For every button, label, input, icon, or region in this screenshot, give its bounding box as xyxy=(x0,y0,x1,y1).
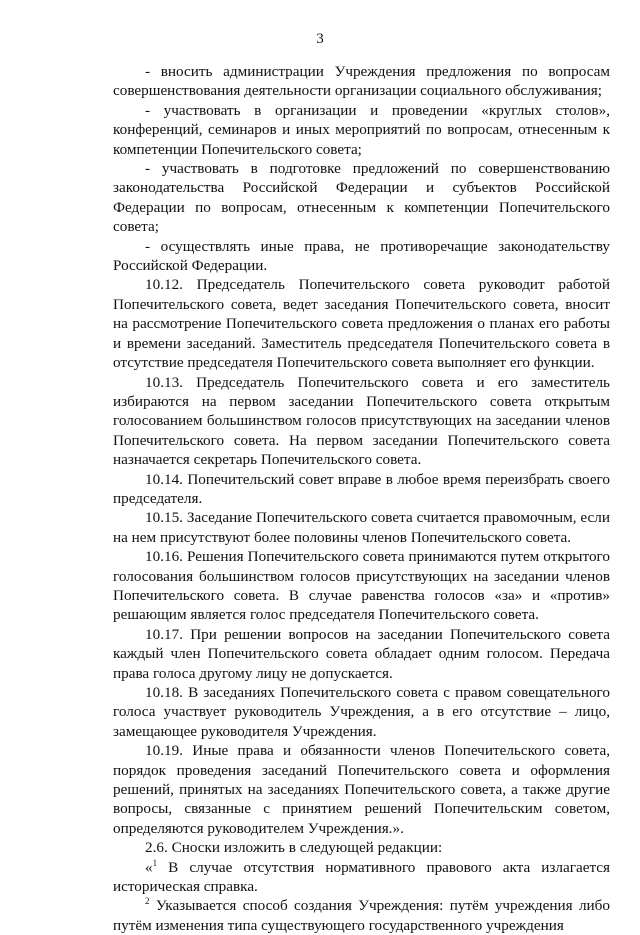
paragraph: 10.16. Решения Попечительского совета принимаются путем открытого голосования большинством голосов присутствующих на заседании членов Попечительского совета. В случае равенства голосов «за» и «против» решающим является голос председателя Попечительского совета. xyxy=(113,548,610,624)
footnote-open-quote: « xyxy=(145,858,153,876)
document-body xyxy=(113,62,610,935)
footnote-mark: 2 xyxy=(145,896,150,907)
paragraph: - осуществлять иные права, не противоречащие законодательству Российской Федерации. xyxy=(113,237,610,275)
paragraph: - участвовать в организации и проведении «круглых столов», конференций, семинаров и иных мероприятий по вопросам, отнесенным к компетенции Попечительского совета; xyxy=(113,101,610,158)
paragraph: - участвовать в подготовке предложений по совершенствованию законодательства Российской Федерации и субъектов Российской Федерации по вопросам, отнесенным к компетенции Попечительского совета; xyxy=(113,160,610,236)
paragraph: 2.6. Сноски изложить в следующей редакции: xyxy=(145,839,443,857)
paragraph: 10.18. В заседаниях Попечительского совета с правом совещательного голоса участвует руководитель Учреждения, а в его отсутствие – лицо, замещающее руководителя Учреждения. xyxy=(113,684,610,740)
paragraph: 10.15. Заседание Попечительского совета считается правомочным, если на нем присутствуют более половины членов Попечительского совета. xyxy=(113,509,610,546)
paragraph: 10.12. Председатель Попечительского совета руководит работой Попечительского совета, ведет заседания Попечительского совета, вносит на рассмотрение Попечительского совета предложения о планах его работы и времени заседаний. Заместитель председателя Попечительского совета в отсутствие председателя Попечительского совета выполняет его функции. xyxy=(113,276,610,372)
footnote-text: Указывается способ создания Учреждения: путём учреждения либо путём изменения типа существующего государственного учреждения xyxy=(113,897,610,934)
paragraph: 10.14. Попечительский совет вправе в любое время переизбрать своего председателя. xyxy=(113,470,610,507)
footnote-1 xyxy=(113,858,610,897)
page-number: 3 xyxy=(316,31,324,47)
footnote-2 xyxy=(113,896,610,935)
footnote-mark: 1 xyxy=(152,857,158,868)
paragraph: 10.19. Иные права и обязанности членов Попечительского совета, порядок проведения заседаний Попечительского совета и оформления решений, принятых на заседаниях Попечительского совета, а также другие вопросы, связанные с принятием решений Попечительским советом, определяются руководителем Учреждения.». xyxy=(113,742,610,837)
paragraph: - вносить администрации Учреждения предложения по вопросам совершенствования деятельности организации социального обслуживания; xyxy=(113,63,610,100)
footnote-text: В случае отсутствия нормативного правового акта излагается историческая справка. xyxy=(113,858,610,896)
paragraph: 10.13. Председатель Попечительского совета и его заместитель избираются на первом заседании Попечительского совета открытым голосованием большинством голосов присутствующих на заседании членов Попечительского совета. На первом заседании Попечительского совета назначается секретарь Попечительского совета. xyxy=(113,373,610,469)
paragraph: 10.17. При решении вопросов на заседании Попечительского совета каждый член Попечительского совета обладает одним голосом. Передача права голоса другому лицу не допускается. xyxy=(113,625,610,682)
